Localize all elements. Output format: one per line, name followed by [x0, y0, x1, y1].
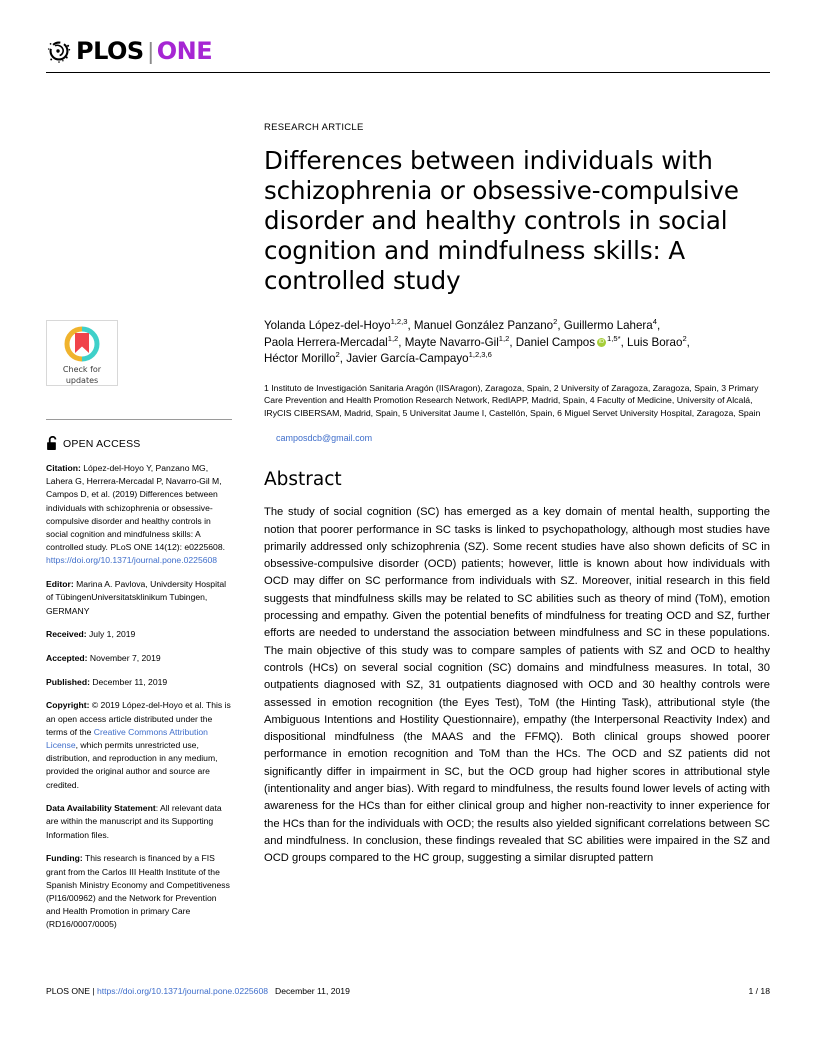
- citation-label: Citation:: [46, 463, 81, 473]
- sidebar: [46, 320, 232, 942]
- corresponding-author-email[interactable]: camposdcb@gmail.com: [276, 433, 373, 444]
- page-title: Differences between individuals with schizophrenia or obsessive-compulsive disorder and healthy controls in social cognition and mindfulness skills: A controlled study: [264, 146, 739, 295]
- funding-text: This research is financed by a FIS grant from the Carlos III Health Institute of the Spanish Ministry Economy and Competitiveness (PI16/00962) and the Network for Prevention and Health Promotion in primary Care (RD16/0007/0005): [46, 853, 230, 930]
- logo-one-text: ONE: [156, 37, 213, 65]
- citation-text: López-del-Hoyo Y, Panzano MG, Lahera G, Herrera-Mercadal P, Navarro-Gil M, Campos D, et al. (2019) Differences between individuals with schizophrenia or obsessive-compulsive disorder and healthy controls in social cognition and mindfulness skills: A controlled study. PLoS ONE 14(12): e0225608.: [46, 463, 225, 553]
- author-name: , Manuel González Panzano: [407, 319, 554, 332]
- check-for-updates-badge[interactable]: [46, 320, 118, 386]
- editor-block: [46, 578, 232, 618]
- open-access-row: [46, 436, 232, 451]
- author-name: , Luis Borao: [620, 335, 683, 349]
- accepted-date: November 7, 2019: [87, 652, 161, 663]
- logo-plos-text: PLOS: [76, 37, 144, 65]
- author-separator: ,: [656, 319, 661, 332]
- author-separator: ,: [686, 335, 690, 349]
- orcid-icon[interactable]: [597, 338, 606, 347]
- received-date: July 1, 2019: [86, 629, 136, 640]
- sidebar-divider: [46, 419, 232, 420]
- masthead: [46, 38, 770, 73]
- accepted-label: Accepted:: [46, 652, 88, 663]
- plos-globe-icon: [46, 38, 72, 64]
- copyright-block: [46, 699, 232, 791]
- author-affil-ref: 1,5*: [607, 333, 621, 343]
- abstract-heading: Abstract: [264, 469, 342, 491]
- author-list: [264, 318, 770, 368]
- plos-one-logo: [46, 38, 770, 64]
- author-name: , Javier García-Campayo: [339, 352, 469, 365]
- received-block: [46, 628, 232, 641]
- logo-divider: |: [147, 38, 154, 64]
- footer-date: December 11, 2019: [275, 986, 350, 996]
- creative-commons-link[interactable]: Creative Commons Attribution License: [46, 726, 208, 750]
- copyright-label: Copyright:: [46, 700, 90, 711]
- author-affil-ref: 1,2,3,6: [468, 350, 492, 360]
- editor-text: Marina A. Pavlova, Univdersity Hospital of TübingenUniversitatsklinikum Tubingen, GERMANY: [46, 579, 227, 616]
- footer-left: [46, 986, 350, 996]
- page-footer: [46, 986, 770, 996]
- published-label: Published:: [46, 676, 90, 687]
- data-availability-label: Data Availability Statement: [46, 803, 156, 814]
- author-affil-ref: 1,2: [498, 333, 510, 343]
- masthead-rule: [46, 72, 770, 73]
- funding-label: Funding:: [46, 853, 83, 864]
- author-affil-ref: 4: [652, 317, 657, 327]
- data-availability-block: [46, 802, 232, 842]
- published-date: December 11, 2019: [89, 676, 168, 687]
- author-name: , Daniel Campos: [509, 335, 596, 349]
- check-for-updates-line2: updates: [65, 375, 99, 385]
- copyright-post-text: , which permits unrestricted use, distribution, and reproduction in any medium, provided the original author and source are credited.: [46, 739, 218, 790]
- check-for-updates-icon: [62, 324, 102, 364]
- footer-journal: PLOS ONE |: [46, 986, 95, 996]
- article-type-kicker: RESEARCH ARTICLE: [264, 122, 364, 133]
- footer-page-number: 1 / 18: [748, 986, 770, 996]
- citation-doi-link[interactable]: https://doi.org/10.1371/journal.pone.0225608: [46, 555, 218, 566]
- open-access-label: OPEN ACCESS: [63, 437, 141, 450]
- abstract-text: The study of social cognition (SC) has emerged as a key domain of mental health, supporting the notion that poorer performance in SC tasks is linked to psychopathology, although most studies have primarily addressed only schizophrenia (SZ). Some recent studies have also shown deficits of SC in obsessive-compulsive disorder (OCD) patients; however, little is known about how individuals with OCD may differ on SC performance from individuals with SZ. Moreover, initial research in this field suggests that mindfulness skills may be related to SC abilities such as theory of mind (ToM), emotion processing and empathy. Given the potential benefits of mindfulness for treating OCD and SZ, further efforts are needed to understand the association between mindfulness and SC in these populations. The main objective of this study was to compare samples of patients with SZ and OCD to healthy controls (HCs) on several social cognition (SC) domains and mindfulness measures. In total, 30 outpatients diagnosed with SZ, 31 outpatients diagnosed with OCD and 30 healthy controls were assessed in emotion recognition (the Eyes Test), ToM (the Hinting Task), attributional style (the Ambiguous Intentions and Hostility Questionnaire), empathy (the Interpersonal Reactivity Index) and dispositional mindfulness (the MAAS and the FFMQ). Both clinical groups showed poorer performance in emotion recognition and ToM than the HCs. The OCD and SZ patients did not significantly differ in impairment in SC, but the OCD group had higher scores in attributional style (intentionality and anger bias). With regard to mindfulness, the results found lower levels of acting with awareness for the HCs than for either clinical group and higher non-reactivity to inner experience for the HCs than for the individuals with OCD; the results also yielded significant correlations between SC and mindfulness. In conclusion, these findings revealed that SC abilities were impaired in the SZ and OCD groups compared to the HC group, suggesting a similar disrupted pattern: [264, 506, 770, 865]
- affiliations: 1 Instituto de Investigación Sanitaria Aragón (IISAragon), Zaragoza, Spain, 2 University of Zaragoza, Zaragoza, Spain, 3 Primary Care Prevention and Health Promotion Research Network, RedIAPP, Madrid, Spain, 4 Faculty of Medicine, University of Alcalá, IRyCIS CIBERSAM, Madrid, Spain, 5 Universitat Jaume I, Castellón, Spain, 6 Miguel Servet University Hospital, Zaragoza, Spain: [264, 382, 761, 418]
- accepted-block: [46, 652, 232, 665]
- author-affil-ref: 1,2: [387, 333, 399, 343]
- author-name: , Mayte Navarro-Gil: [398, 335, 499, 349]
- author-name: Héctor Morillo: [264, 352, 336, 365]
- citation-block: [46, 462, 232, 568]
- author-affil-ref: 1,2,3: [390, 317, 408, 327]
- editor-label: Editor:: [46, 579, 74, 590]
- author-name: , Guillermo Lahera: [557, 319, 653, 332]
- author-name: Paola Herrera-Mercadal: [264, 335, 388, 349]
- article-content: [264, 122, 770, 868]
- author-affil-ref: 2: [553, 317, 558, 327]
- open-lock-icon: [46, 436, 59, 451]
- funding-block: [46, 852, 232, 931]
- published-block: [46, 676, 232, 689]
- received-label: Received:: [46, 629, 87, 640]
- author-affil-ref: 2: [682, 333, 687, 343]
- footer-doi-link[interactable]: https://doi.org/10.1371/journal.pone.0225608: [96, 986, 269, 996]
- author-name: Yolanda López-del-Hoyo: [264, 319, 391, 332]
- copyright-pre-text: © 2019 López-del-Hoyo et al. This is an open access article distributed under the terms of the: [46, 700, 231, 737]
- author-affil-ref: 2: [335, 350, 340, 360]
- check-for-updates-line1: Check for: [62, 365, 102, 374]
- data-availability-text: : All relevant data are within the manuscript and its Supporting Information files.: [46, 803, 222, 840]
